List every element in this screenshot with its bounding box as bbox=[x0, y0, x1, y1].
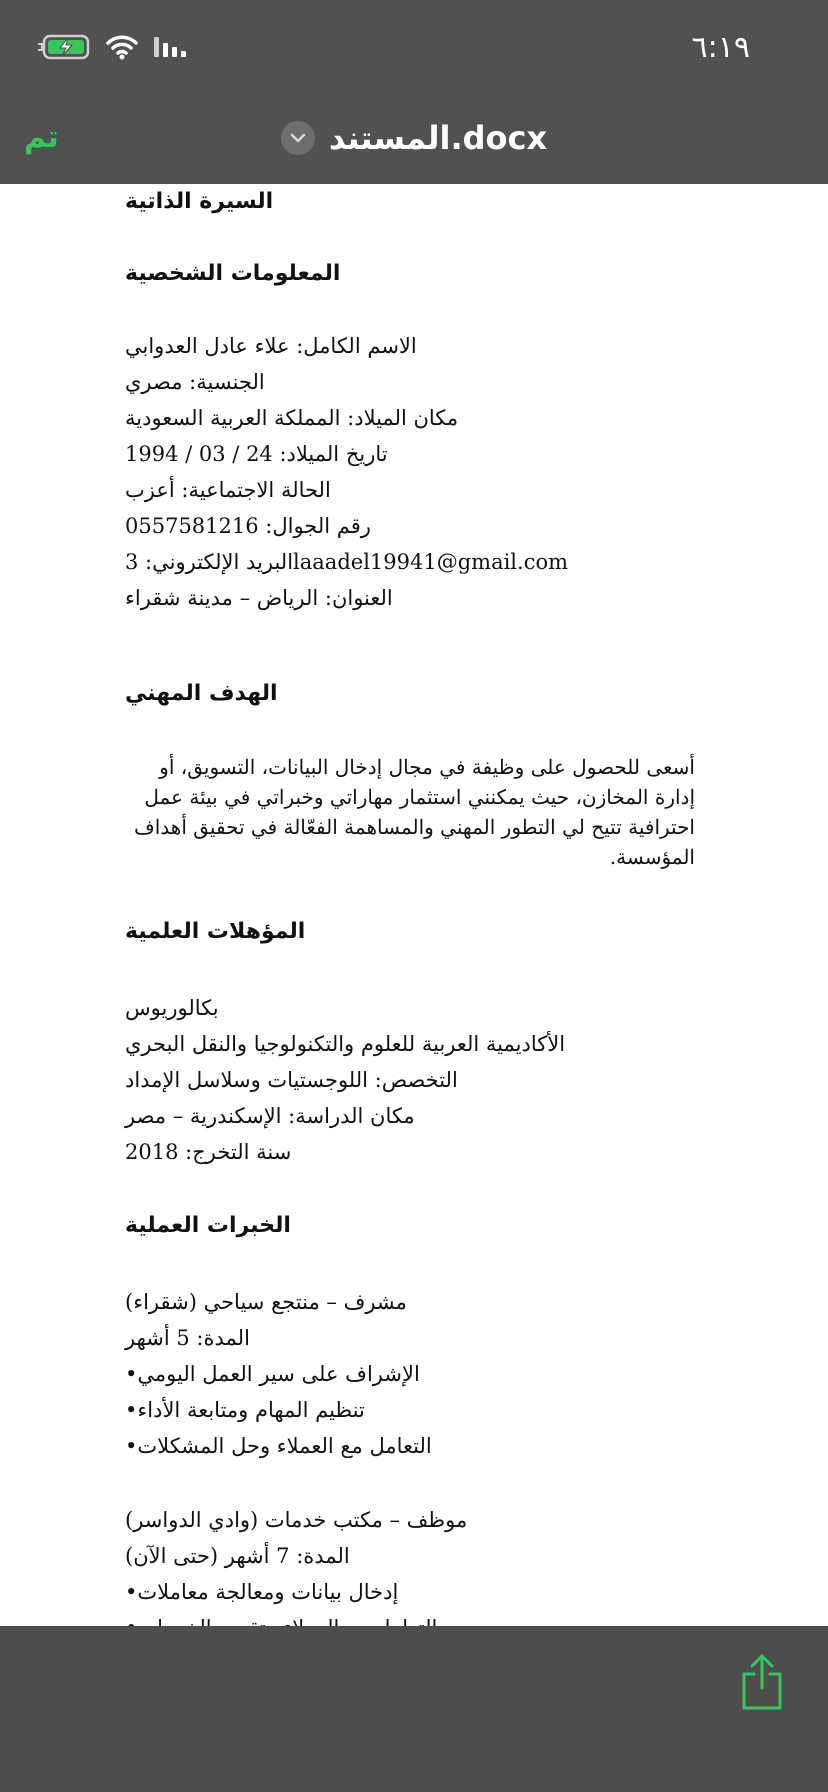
personal-line: الحالة الاجتماعية: أعزب bbox=[125, 478, 331, 502]
status-icons bbox=[36, 34, 188, 64]
share-icon[interactable] bbox=[738, 1652, 786, 1712]
section-title-experience: الخبرات العملية bbox=[125, 1213, 291, 1238]
wifi-icon bbox=[106, 34, 138, 64]
experience-line: •تنظيم المهام ومتابعة الأداء bbox=[125, 1398, 365, 1422]
done-button[interactable]: تم bbox=[24, 120, 59, 155]
experience-line: •الإشراف على سير العمل اليومي bbox=[125, 1362, 420, 1386]
experience-line: موظف – مكتب خدمات (وادي الدواسر) bbox=[125, 1508, 468, 1532]
personal-line: البريد الإلكتروني: 3laaadel19941@gmail.com bbox=[125, 550, 569, 574]
experience-line: •التعامل مع العملاء وحل المشكلات bbox=[125, 1434, 432, 1458]
document-title-menu[interactable] bbox=[0, 92, 828, 184]
section-title-personal: المعلومات الشخصية bbox=[125, 261, 341, 286]
education-line: الأكاديمية العربية للعلوم والتكنولوجيا والنقل البحري bbox=[125, 1032, 566, 1056]
personal-line: العنوان: الرياض – مدينة شقراء bbox=[125, 586, 393, 610]
personal-line: مكان الميلاد: المملكة العربية السعودية bbox=[125, 406, 459, 430]
objective-paragraph: أسعى للحصول على وظيفة في مجال إدخال البيانات، التسويق، أو إدارة المخازن، حيث يمكنني استثمار مهاراتي وخبراتي في بيئة عمل احترافية تتيح لي التطور المهني والمساهمة الفعّالة في تحقيق أهداف المؤسسة. bbox=[133, 755, 695, 869]
experience-line: •إدخال بيانات ومعالجة معاملات bbox=[125, 1580, 399, 1604]
status-time: ٦:١٩ bbox=[691, 30, 750, 65]
battery-charging-icon bbox=[36, 34, 92, 64]
personal-line: رقم الجوال: 0557581216 bbox=[125, 514, 371, 538]
document-heading: السيرة الذاتية bbox=[125, 189, 274, 214]
bottom-toolbar bbox=[0, 1626, 828, 1792]
nav-bar bbox=[0, 92, 828, 184]
status-bar bbox=[0, 0, 828, 92]
document-viewer[interactable] bbox=[0, 184, 828, 1626]
education-line: التخصص: اللوجستيات وسلاسل الإمداد bbox=[125, 1068, 458, 1092]
personal-line: تاريخ الميلاد: 24 / 03 / 1994 bbox=[125, 442, 388, 466]
experience-line: المدة: 5 أشهر bbox=[125, 1326, 250, 1350]
section-title-education: المؤهلات العلمية bbox=[125, 919, 306, 944]
experience-line: مشرف – منتجع سياحي (شقراء) bbox=[125, 1290, 407, 1314]
experience-line: المدة: 7 أشهر (حتى الآن) bbox=[125, 1544, 350, 1568]
education-line: سنة التخرج: 2018 bbox=[125, 1140, 292, 1164]
chevron-down-icon[interactable] bbox=[281, 121, 315, 155]
personal-line: الجنسية: مصري bbox=[125, 370, 265, 394]
signal-icon bbox=[152, 35, 188, 63]
education-line: مكان الدراسة: الإسكندرية – مصر bbox=[125, 1104, 415, 1128]
section-title-objective: الهدف المهني bbox=[125, 681, 278, 706]
document-title[interactable]: المستند.docx bbox=[328, 119, 548, 157]
education-line: بكالوريوس bbox=[125, 996, 219, 1020]
personal-line: الاسم الكامل: علاء عادل العدوابي bbox=[125, 334, 417, 358]
